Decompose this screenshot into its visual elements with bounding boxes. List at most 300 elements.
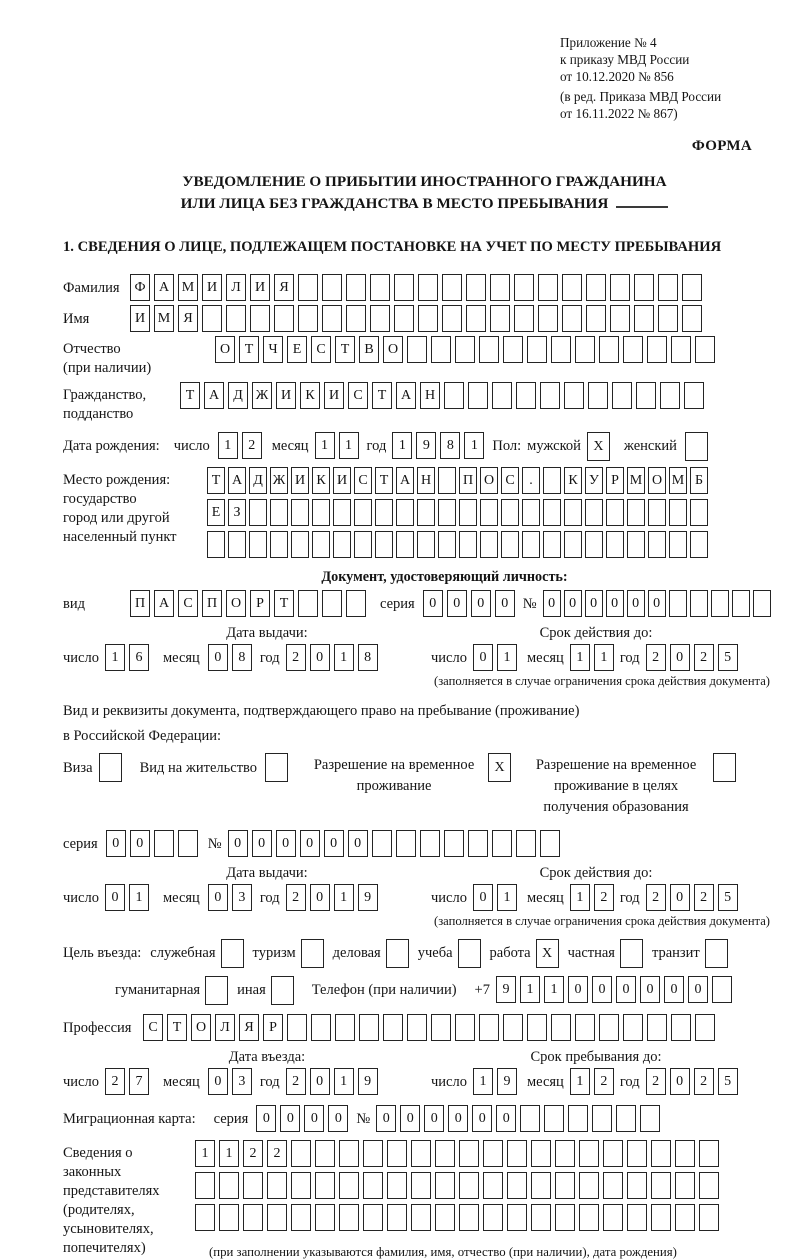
char-box[interactable]: Ж: [252, 382, 272, 409]
char-box[interactable]: 0: [348, 830, 368, 857]
char-box[interactable]: 0: [473, 884, 493, 911]
char-box[interactable]: [507, 1204, 527, 1231]
char-box[interactable]: [612, 382, 632, 409]
char-box[interactable]: [250, 305, 270, 332]
char-box[interactable]: [458, 939, 481, 968]
char-box[interactable]: 2: [267, 1140, 287, 1167]
char-box[interactable]: [575, 1014, 595, 1041]
char-box[interactable]: [417, 499, 435, 526]
char-box[interactable]: [291, 1204, 311, 1231]
char-box[interactable]: О: [648, 467, 666, 494]
char-box[interactable]: Т: [167, 1014, 187, 1041]
char-box[interactable]: У: [585, 467, 603, 494]
char-box[interactable]: [599, 336, 619, 363]
char-box[interactable]: 2: [646, 1068, 666, 1095]
char-box[interactable]: Т: [274, 590, 294, 617]
char-box[interactable]: Я: [274, 274, 294, 301]
char-box[interactable]: 0: [276, 830, 296, 857]
char-box[interactable]: [243, 1204, 263, 1231]
char-box[interactable]: [455, 336, 475, 363]
char-box[interactable]: И: [291, 467, 309, 494]
char-box[interactable]: И: [324, 382, 344, 409]
char-box[interactable]: И: [250, 274, 270, 301]
char-box[interactable]: 1: [594, 644, 614, 671]
char-box[interactable]: [270, 531, 288, 558]
char-box[interactable]: [585, 499, 603, 526]
char-box[interactable]: М: [178, 274, 198, 301]
char-box[interactable]: [442, 274, 462, 301]
char-box[interactable]: [339, 1204, 359, 1231]
char-box[interactable]: 0: [616, 976, 636, 1003]
char-box[interactable]: 0: [424, 1105, 444, 1132]
char-box[interactable]: [627, 531, 645, 558]
char-box[interactable]: [660, 382, 680, 409]
char-box[interactable]: [684, 382, 704, 409]
char-box[interactable]: [634, 305, 654, 332]
char-box[interactable]: [438, 531, 456, 558]
char-box[interactable]: Т: [239, 336, 259, 363]
char-box[interactable]: [291, 1172, 311, 1199]
char-box[interactable]: 0: [606, 590, 624, 617]
char-box[interactable]: 0: [543, 590, 561, 617]
char-box[interactable]: Т: [180, 382, 200, 409]
char-box[interactable]: [616, 1105, 636, 1132]
char-box[interactable]: Е: [287, 336, 307, 363]
char-box[interactable]: [603, 1172, 623, 1199]
char-box[interactable]: Ж: [270, 467, 288, 494]
char-box[interactable]: [228, 531, 246, 558]
char-box[interactable]: [627, 1172, 647, 1199]
char-box[interactable]: Ф: [130, 274, 150, 301]
char-box[interactable]: [274, 305, 294, 332]
char-box[interactable]: О: [226, 590, 246, 617]
char-box[interactable]: [483, 1172, 503, 1199]
char-box[interactable]: 2: [286, 884, 306, 911]
char-box[interactable]: 0: [627, 590, 645, 617]
char-box[interactable]: 0: [496, 1105, 516, 1132]
char-box[interactable]: 9: [416, 432, 436, 459]
char-box[interactable]: [627, 1204, 647, 1231]
char-box[interactable]: [315, 1172, 335, 1199]
char-box[interactable]: Р: [606, 467, 624, 494]
char-box[interactable]: Т: [375, 467, 393, 494]
char-box[interactable]: [647, 336, 667, 363]
char-box[interactable]: 0: [471, 590, 491, 617]
char-box[interactable]: [501, 531, 519, 558]
char-box[interactable]: [195, 1172, 215, 1199]
char-box[interactable]: 0: [688, 976, 708, 1003]
char-box[interactable]: 1: [520, 976, 540, 1003]
char-box[interactable]: [359, 1014, 379, 1041]
char-box[interactable]: [195, 1204, 215, 1231]
char-box[interactable]: [588, 382, 608, 409]
char-box[interactable]: [551, 336, 571, 363]
char-box[interactable]: 5: [718, 644, 738, 671]
char-box[interactable]: [354, 531, 372, 558]
char-box[interactable]: [249, 531, 267, 558]
char-box[interactable]: [420, 830, 440, 857]
char-box[interactable]: 0: [473, 644, 493, 671]
char-box[interactable]: Т: [207, 467, 225, 494]
char-box[interactable]: [265, 753, 288, 782]
char-box[interactable]: [459, 499, 477, 526]
char-box[interactable]: [695, 336, 715, 363]
char-box[interactable]: [287, 1014, 307, 1041]
char-box[interactable]: [459, 1204, 479, 1231]
char-box[interactable]: П: [130, 590, 150, 617]
char-box[interactable]: [503, 336, 523, 363]
char-box[interactable]: А: [228, 467, 246, 494]
char-box[interactable]: К: [312, 467, 330, 494]
char-box[interactable]: [298, 274, 318, 301]
char-box[interactable]: [555, 1172, 575, 1199]
char-box[interactable]: [610, 305, 630, 332]
char-box[interactable]: [603, 1204, 623, 1231]
char-box[interactable]: [444, 830, 464, 857]
char-box[interactable]: [154, 830, 174, 857]
char-box[interactable]: А: [154, 274, 174, 301]
char-box[interactable]: [610, 274, 630, 301]
char-box[interactable]: [418, 305, 438, 332]
char-box[interactable]: [291, 531, 309, 558]
char-box[interactable]: [490, 274, 510, 301]
char-box[interactable]: [669, 590, 687, 617]
char-box[interactable]: [647, 1014, 667, 1041]
char-box[interactable]: [407, 1014, 427, 1041]
char-box[interactable]: [492, 382, 512, 409]
char-box[interactable]: [503, 1014, 523, 1041]
char-box[interactable]: 0: [280, 1105, 300, 1132]
char-box[interactable]: [479, 1014, 499, 1041]
char-box[interactable]: 1: [473, 1068, 493, 1095]
char-box[interactable]: [544, 1105, 564, 1132]
char-box[interactable]: [479, 336, 499, 363]
char-box[interactable]: С: [178, 590, 198, 617]
char-box[interactable]: [226, 305, 246, 332]
char-box[interactable]: М: [627, 467, 645, 494]
char-box[interactable]: [333, 531, 351, 558]
char-box[interactable]: 8: [440, 432, 460, 459]
char-box[interactable]: [732, 590, 750, 617]
char-box[interactable]: [435, 1172, 455, 1199]
char-box[interactable]: [312, 531, 330, 558]
char-box[interactable]: [298, 590, 318, 617]
char-box[interactable]: [555, 1204, 575, 1231]
char-box[interactable]: [444, 382, 464, 409]
char-box[interactable]: [586, 305, 606, 332]
char-box[interactable]: X: [587, 432, 610, 461]
char-box[interactable]: [675, 1172, 695, 1199]
char-box[interactable]: 0: [130, 830, 150, 857]
char-box[interactable]: [354, 499, 372, 526]
char-box[interactable]: [267, 1172, 287, 1199]
char-box[interactable]: [514, 274, 534, 301]
char-box[interactable]: [579, 1204, 599, 1231]
char-box[interactable]: [690, 531, 708, 558]
char-box[interactable]: 1: [334, 644, 354, 671]
char-box[interactable]: Ч: [263, 336, 283, 363]
char-box[interactable]: 1: [105, 644, 125, 671]
char-box[interactable]: Р: [263, 1014, 283, 1041]
char-box[interactable]: И: [202, 274, 222, 301]
char-box[interactable]: 2: [646, 884, 666, 911]
char-box[interactable]: [394, 274, 414, 301]
char-box[interactable]: [585, 531, 603, 558]
char-box[interactable]: [480, 531, 498, 558]
char-box[interactable]: [322, 305, 342, 332]
char-box[interactable]: [312, 499, 330, 526]
char-box[interactable]: [599, 1014, 619, 1041]
char-box[interactable]: [671, 1014, 691, 1041]
char-box[interactable]: [551, 1014, 571, 1041]
char-box[interactable]: 1: [464, 432, 484, 459]
char-box[interactable]: 1: [334, 1068, 354, 1095]
char-box[interactable]: [396, 830, 416, 857]
char-box[interactable]: 2: [646, 644, 666, 671]
char-box[interactable]: С: [348, 382, 368, 409]
char-box[interactable]: А: [154, 590, 174, 617]
char-box[interactable]: 0: [208, 1068, 228, 1095]
char-box[interactable]: [651, 1204, 671, 1231]
char-box[interactable]: К: [300, 382, 320, 409]
char-box[interactable]: [516, 382, 536, 409]
char-box[interactable]: [387, 1204, 407, 1231]
char-box[interactable]: А: [204, 382, 224, 409]
char-box[interactable]: М: [154, 305, 174, 332]
char-box[interactable]: А: [396, 382, 416, 409]
char-box[interactable]: [753, 590, 771, 617]
char-box[interactable]: Т: [335, 336, 355, 363]
char-box[interactable]: [339, 1172, 359, 1199]
char-box[interactable]: И: [276, 382, 296, 409]
char-box[interactable]: 7: [129, 1068, 149, 1095]
char-box[interactable]: [543, 467, 561, 494]
char-box[interactable]: 9: [497, 1068, 517, 1095]
char-box[interactable]: [271, 976, 294, 1005]
char-box[interactable]: [527, 336, 547, 363]
char-box[interactable]: О: [383, 336, 403, 363]
char-box[interactable]: 5: [718, 884, 738, 911]
char-box[interactable]: 0: [495, 590, 515, 617]
char-box[interactable]: .: [522, 467, 540, 494]
char-box[interactable]: 1: [129, 884, 149, 911]
char-box[interactable]: [575, 336, 595, 363]
char-box[interactable]: [363, 1172, 383, 1199]
char-box[interactable]: 0: [648, 590, 666, 617]
char-box[interactable]: [658, 274, 678, 301]
char-box[interactable]: [370, 274, 390, 301]
char-box[interactable]: 2: [105, 1068, 125, 1095]
char-box[interactable]: [507, 1172, 527, 1199]
char-box[interactable]: [538, 305, 558, 332]
char-box[interactable]: Н: [417, 467, 435, 494]
char-box[interactable]: О: [191, 1014, 211, 1041]
char-box[interactable]: 6: [129, 644, 149, 671]
char-box[interactable]: [564, 382, 584, 409]
char-box[interactable]: А: [396, 467, 414, 494]
char-box[interactable]: [492, 830, 512, 857]
char-box[interactable]: [346, 590, 366, 617]
char-box[interactable]: [623, 1014, 643, 1041]
char-box[interactable]: Л: [226, 274, 246, 301]
char-box[interactable]: 0: [324, 830, 344, 857]
char-box[interactable]: [335, 1014, 355, 1041]
char-box[interactable]: [713, 753, 736, 782]
char-box[interactable]: [690, 590, 708, 617]
char-box[interactable]: [606, 531, 624, 558]
char-box[interactable]: 3: [232, 1068, 252, 1095]
char-box[interactable]: 0: [592, 976, 612, 1003]
char-box[interactable]: [466, 305, 486, 332]
char-box[interactable]: [648, 531, 666, 558]
char-box[interactable]: [322, 590, 342, 617]
char-box[interactable]: [592, 1105, 612, 1132]
char-box[interactable]: 0: [564, 590, 582, 617]
char-box[interactable]: [438, 499, 456, 526]
char-box[interactable]: [483, 1204, 503, 1231]
char-box[interactable]: 2: [594, 1068, 614, 1095]
char-box[interactable]: О: [480, 467, 498, 494]
char-box[interactable]: [219, 1204, 239, 1231]
char-box[interactable]: 0: [310, 1068, 330, 1095]
char-box[interactable]: [579, 1172, 599, 1199]
char-box[interactable]: [298, 305, 318, 332]
char-box[interactable]: 1: [570, 644, 590, 671]
char-box[interactable]: [543, 499, 561, 526]
char-box[interactable]: 0: [106, 830, 126, 857]
char-box[interactable]: 1: [219, 1140, 239, 1167]
char-box[interactable]: 0: [664, 976, 684, 1003]
char-box[interactable]: [522, 531, 540, 558]
char-box[interactable]: В: [359, 336, 379, 363]
char-box[interactable]: 0: [640, 976, 660, 1003]
char-box[interactable]: 2: [243, 1140, 263, 1167]
char-box[interactable]: 1: [339, 432, 359, 459]
char-box[interactable]: [685, 432, 708, 461]
char-box[interactable]: П: [202, 590, 222, 617]
char-box[interactable]: 2: [594, 884, 614, 911]
char-box[interactable]: 1: [218, 432, 238, 459]
char-box[interactable]: [219, 1172, 239, 1199]
char-box[interactable]: [640, 1105, 660, 1132]
char-box[interactable]: [243, 1172, 263, 1199]
char-box[interactable]: 3: [232, 884, 252, 911]
char-box[interactable]: [636, 382, 656, 409]
char-box[interactable]: [564, 499, 582, 526]
char-box[interactable]: [562, 305, 582, 332]
char-box[interactable]: [435, 1204, 455, 1231]
char-box[interactable]: [690, 499, 708, 526]
char-box[interactable]: 0: [670, 884, 690, 911]
char-box[interactable]: 0: [447, 590, 467, 617]
char-box[interactable]: [267, 1204, 287, 1231]
char-box[interactable]: 2: [694, 1068, 714, 1095]
char-box[interactable]: [455, 1014, 475, 1041]
char-box[interactable]: [363, 1204, 383, 1231]
char-box[interactable]: [438, 467, 456, 494]
char-box[interactable]: [634, 274, 654, 301]
char-box[interactable]: [386, 939, 409, 968]
char-box[interactable]: [459, 1172, 479, 1199]
char-box[interactable]: [459, 531, 477, 558]
char-box[interactable]: [417, 531, 435, 558]
char-box[interactable]: 0: [568, 976, 588, 1003]
char-box[interactable]: [207, 531, 225, 558]
char-box[interactable]: [516, 830, 536, 857]
char-box[interactable]: 0: [310, 644, 330, 671]
char-box[interactable]: Л: [215, 1014, 235, 1041]
char-box[interactable]: 0: [252, 830, 272, 857]
char-box[interactable]: 0: [423, 590, 443, 617]
char-box[interactable]: [466, 274, 486, 301]
char-box[interactable]: 1: [497, 884, 517, 911]
char-box[interactable]: [712, 976, 732, 1003]
char-box[interactable]: [221, 939, 244, 968]
char-box[interactable]: Я: [239, 1014, 259, 1041]
char-box[interactable]: 9: [358, 1068, 378, 1095]
char-box[interactable]: [562, 274, 582, 301]
char-box[interactable]: [627, 499, 645, 526]
char-box[interactable]: [383, 1014, 403, 1041]
char-box[interactable]: [178, 830, 198, 857]
char-box[interactable]: [99, 753, 122, 782]
char-box[interactable]: К: [564, 467, 582, 494]
char-box[interactable]: 0: [328, 1105, 348, 1132]
char-box[interactable]: [623, 336, 643, 363]
char-box[interactable]: 0: [448, 1105, 468, 1132]
char-box[interactable]: [568, 1105, 588, 1132]
char-box[interactable]: [648, 499, 666, 526]
char-box[interactable]: [346, 305, 366, 332]
char-box[interactable]: [606, 499, 624, 526]
char-box[interactable]: 0: [670, 644, 690, 671]
char-box[interactable]: [531, 1204, 551, 1231]
char-box[interactable]: [699, 1204, 719, 1231]
char-box[interactable]: 1: [570, 1068, 590, 1095]
char-box[interactable]: [501, 499, 519, 526]
char-box[interactable]: [675, 1204, 695, 1231]
char-box[interactable]: [333, 499, 351, 526]
char-box[interactable]: [396, 499, 414, 526]
char-box[interactable]: [669, 499, 687, 526]
char-box[interactable]: С: [311, 336, 331, 363]
char-box[interactable]: 0: [376, 1105, 396, 1132]
char-box[interactable]: 2: [286, 1068, 306, 1095]
char-box[interactable]: [540, 382, 560, 409]
char-box[interactable]: [543, 531, 561, 558]
char-box[interactable]: [468, 830, 488, 857]
char-box[interactable]: [669, 531, 687, 558]
char-box[interactable]: [468, 382, 488, 409]
char-box[interactable]: 0: [400, 1105, 420, 1132]
char-box[interactable]: И: [333, 467, 351, 494]
char-box[interactable]: 8: [358, 644, 378, 671]
char-box[interactable]: Д: [249, 467, 267, 494]
char-box[interactable]: [411, 1172, 431, 1199]
char-box[interactable]: Д: [228, 382, 248, 409]
char-box[interactable]: [651, 1172, 671, 1199]
char-box[interactable]: 0: [208, 884, 228, 911]
char-box[interactable]: С: [143, 1014, 163, 1041]
char-box[interactable]: [480, 499, 498, 526]
char-box[interactable]: [540, 830, 560, 857]
char-box[interactable]: 0: [670, 1068, 690, 1095]
char-box[interactable]: Н: [420, 382, 440, 409]
char-box[interactable]: [682, 274, 702, 301]
char-box[interactable]: [375, 499, 393, 526]
char-box[interactable]: О: [215, 336, 235, 363]
char-box[interactable]: [695, 1014, 715, 1041]
